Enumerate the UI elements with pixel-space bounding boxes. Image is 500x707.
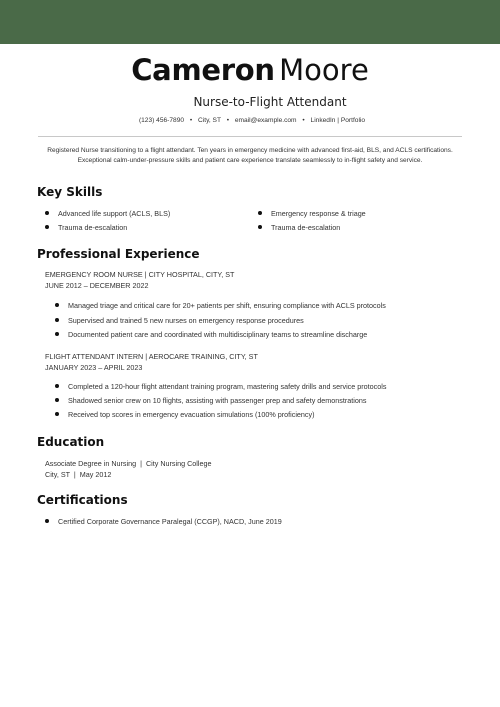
job-bullet bbox=[55, 382, 386, 391]
bullet-icon bbox=[45, 211, 49, 215]
bullet-icon bbox=[55, 332, 59, 336]
profile-links[interactable]: LinkedIn | Portfolio bbox=[310, 117, 366, 124]
section-title-key-skills: Key Skills bbox=[37, 185, 103, 199]
skill-text: Advanced life support (ACLS, BLS) bbox=[58, 209, 171, 218]
skill-item bbox=[258, 209, 366, 218]
bullet-icon bbox=[55, 398, 59, 402]
skill-item bbox=[45, 209, 170, 218]
bullet-icon bbox=[45, 519, 49, 523]
divider bbox=[38, 136, 462, 137]
bullet-icon bbox=[55, 384, 59, 388]
job-bullet-text: Received top scores in emergency evacuation simulations (100% proficiency) bbox=[68, 410, 315, 419]
section-title-certifications: Certifications bbox=[37, 493, 128, 507]
bullet-icon bbox=[55, 318, 59, 322]
separator-dot: • bbox=[302, 117, 305, 124]
phone: (123) 456-7890 bbox=[138, 117, 185, 124]
last-name: Moore bbox=[279, 53, 369, 87]
first-name: Cameron bbox=[131, 53, 275, 87]
job-bullet bbox=[55, 301, 386, 310]
job-bullet-text: Completed a 120-hour flight attendant training program, mastering safety drills and service protocols bbox=[68, 382, 387, 391]
education-degree: Associate Degree in Nursing | City Nursing College bbox=[45, 459, 212, 468]
section-title-experience: Professional Experience bbox=[37, 247, 200, 261]
job-title-line: FLIGHT ATTENDANT INTERN | AEROCARE TRAINING, CITY, ST bbox=[45, 352, 258, 361]
skill-item bbox=[45, 223, 127, 232]
job-dates: JANUARY 2023 – APRIL 2023 bbox=[45, 363, 143, 372]
job-bullet-text: Documented patient care and coordinated with multidisciplinary teams to streamline discharge bbox=[68, 330, 368, 339]
bullet-icon bbox=[258, 225, 262, 229]
email-link[interactable]: email@example.com bbox=[234, 117, 297, 124]
bullet-icon bbox=[55, 412, 59, 416]
skill-text: Emergency response & triage bbox=[271, 209, 366, 218]
job-bullet-text: Supervised and trained 5 new nurses on emergency response procedures bbox=[68, 316, 304, 325]
bullet-icon bbox=[55, 303, 59, 307]
job-bullet bbox=[55, 396, 366, 405]
summary: Registered Nurse transitioning to a flight attendant. Ten years in emergency medicine with advanced first-aid, BLS, and ACLS certifications. Exceptional calm-under-pressure skills and patient care experience translate seamlessly to in-flight safety and service. bbox=[47, 147, 453, 164]
contact-line bbox=[0, 117, 500, 124]
bullet-icon bbox=[258, 211, 262, 215]
job-bullet-text: Managed triage and critical care for 20+ patients per shift, ensuring compliance with ACLS protocols bbox=[68, 301, 386, 310]
job-bullet bbox=[55, 330, 367, 339]
certification-text: Certified Corporate Governance Paralegal (CCGP), NACD, June 2019 bbox=[58, 517, 282, 526]
skill-item bbox=[258, 223, 340, 232]
candidate-name bbox=[0, 53, 500, 87]
job-dates: JUNE 2012 – DECEMBER 2022 bbox=[45, 281, 149, 290]
separator-dot: • bbox=[189, 117, 193, 124]
job-title: Nurse-to-Flight Attendant bbox=[193, 95, 347, 109]
job-bullet bbox=[55, 316, 304, 325]
skill-text: Trauma de-escalation bbox=[58, 223, 128, 232]
job-title-line: EMERGENCY ROOM NURSE | CITY HOSPITAL, CITY, ST bbox=[45, 270, 235, 279]
bullet-icon bbox=[45, 225, 49, 229]
job-bullet bbox=[55, 410, 315, 419]
location: City, ST bbox=[198, 117, 221, 124]
header-accent-bar bbox=[0, 0, 500, 44]
education-detail: City, ST | May 2012 bbox=[45, 470, 112, 479]
job-bullet-text: Shadowed senior crew on 10 flights, assisting with passenger prep and safety demonstrations bbox=[68, 396, 367, 405]
section-title-education: Education bbox=[37, 435, 105, 449]
separator-dot: • bbox=[226, 117, 230, 124]
skill-text: Trauma de-escalation bbox=[271, 223, 341, 232]
certification-item bbox=[45, 517, 282, 526]
